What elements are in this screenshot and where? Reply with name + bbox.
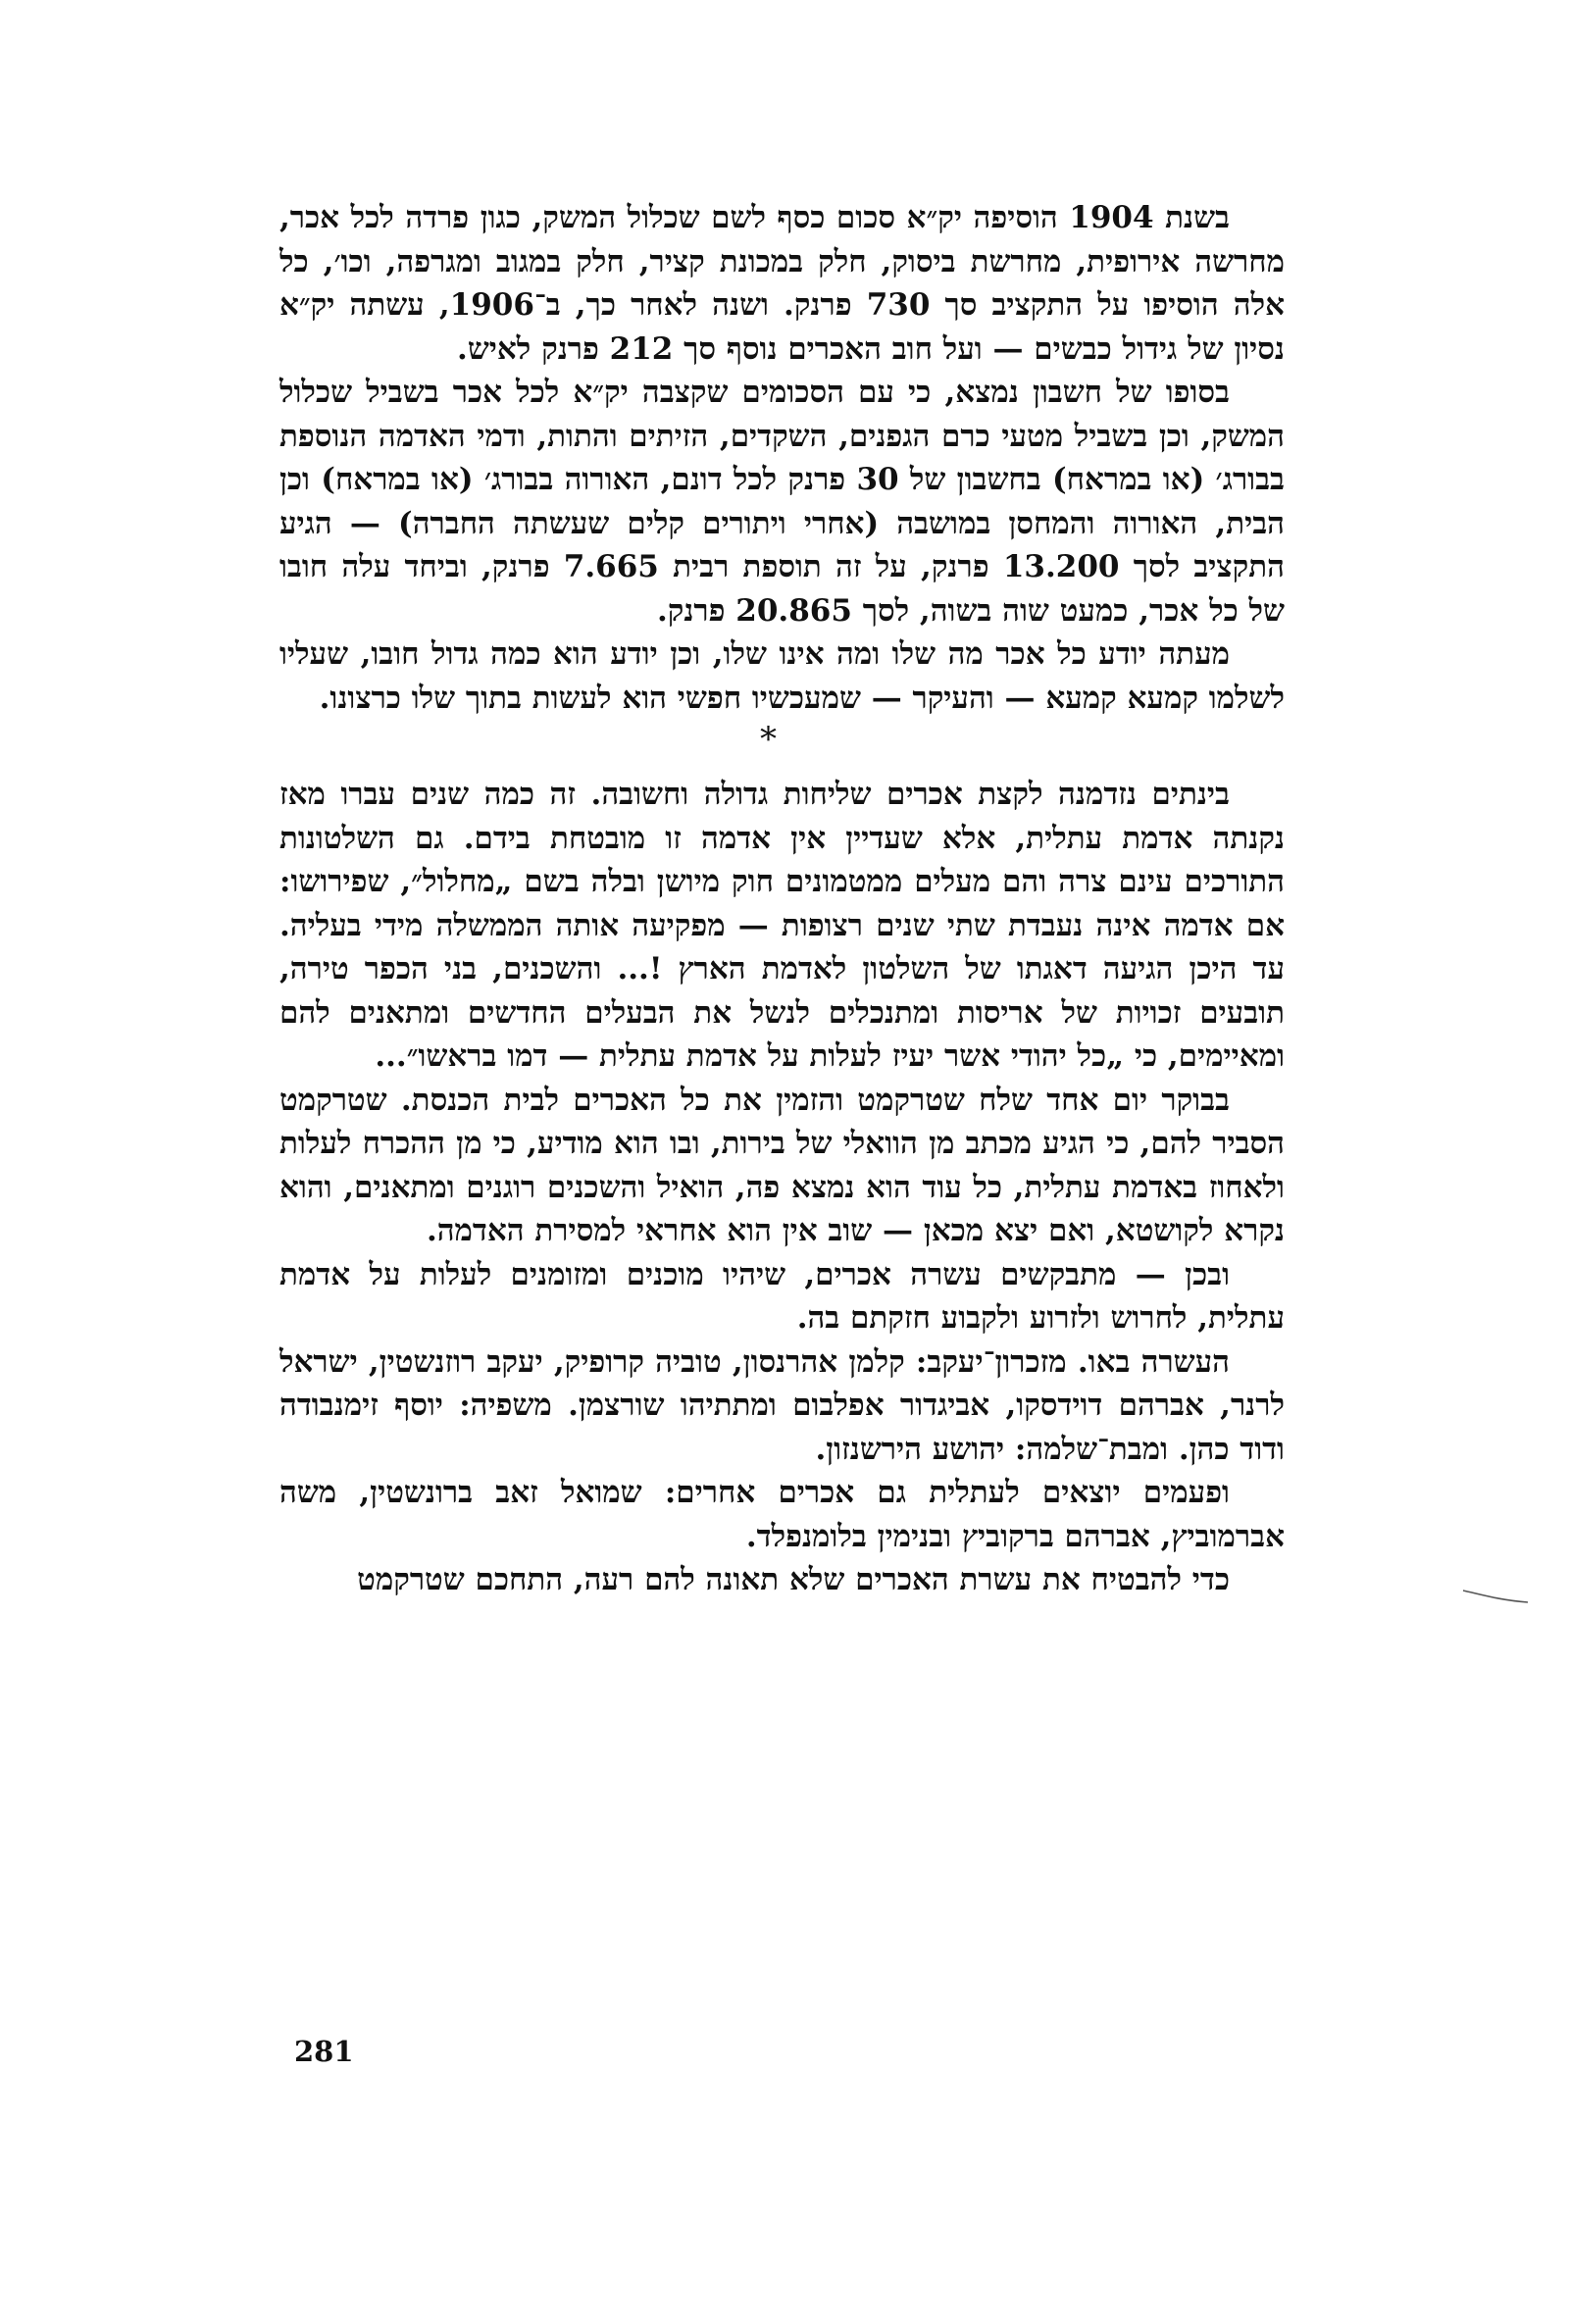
paragraph-5: בבוקר יום אחד שלח שטרקמט והזמין את כל האכרים לבית הכנסת. שטרקמט הסביר להם, כי הגיע מכתב מן הוואלי של בירות, ובו הוא מודיע, כי מן ההכרח לעלות ולאחוז באדמת עתלית, כל עוד הוא נמצא פה, הואיל והשכנים רוגנים ומתאנים, והוא נקרא לקושטא, ואם יצא מכאן — שוב אין הוא אחראי למסירת האדמה. [279,1082,1285,1248]
margin-pencil-mark [1461,1587,1530,1606]
paragraph-9: כדי להבטיח את עשרת האכרים שלא תאונה להם רעה, התחכם שטרקמט [357,1562,1230,1597]
page-body [279,196,1285,1602]
page-number: 281 [294,2035,354,2068]
paragraph-6: ובכן — מתבקשים עשרה אכרים, שיהיו מוכנים ומזומנים לעלות על אדמת עתלית, לחרוש ולזרוע ולקבוע חזקתם בה. [279,1256,1285,1336]
paragraph-2: בסופו של חשבון נמצא, כי עם הסכומים שקצבה יק״א לכל אכר בשביל שכלול המשק, וכן בשביל מטעי כרם הגפנים, השקדים, הזיתים והתות, ודמי האדמה הנוספת בבורג׳ (או במראח) בחשבון של 30 פרנק לכל דונם, האורוה בבורג׳ (או במראח) וכן הבית, האורוה והמחסן במושבה (אחרי ויתורים קלים שעשתה החברה) — הגיע התקציב לסך 13.200 פרנק, על זה תוספת רבית 7.665 פרנק, וביחד עלה חובו של כל אכר, כמעט שוה בשוה, לסך 20.865 פרנק. [279,375,1285,629]
section-separator [279,720,1285,773]
paragraph-8: ופעמים יוצאים לעתלית גם אכרים אחרים: שמואל זאב ברונשטין, משה אברמוביץ, אברהם ברקוביץ ובנימין בלומנפלד. [279,1475,1285,1554]
paragraph-4: בינתים נזדמנה לקצת אכרים שליחות גדולה וחשובה. זה כמה שנים עברו מאז נקנתה אדמת עתלית, אלא שעדיין אין אדמה זו מובטחת בידם. גם השלטונות התורכים עינם צרה והם מעלים ממטמונים חוק מיושן ובלה בשם „מחלול״, שפירושו: אם אדמה אינה נעבדת שתי שנים רצופות — מפקיעה אותה הממשלה מידי בעליה. עד היכן הגיעה דאגתו של השלטון לאדמת הארץ !... והשכנים, בני הכפר טירה, תובעים זכויות של אריסות ומתנכלים לנשל את הבעלים החדשים ומתאנים להם ומאיימים, כי „כל יהודי אשר יעיז לעלות על אדמת עתלית — דמו בראשו״... [279,777,1285,1074]
asterisk-separator: * [760,720,777,759]
paragraph-3: מעתה יודע כל אכר מה שלו ומה אינו שלו, וכן יודע הוא כמה גדול חובו, שעליו לשלמו קמעא קמעא — והעיקר — שמעכשיו חפשי הוא לעשות בתוך שלו כרצונו. [279,636,1285,716]
paragraph-7: העשרה באו. מזכרון־יעקב: קלמן אהרנסון, טוביה קרופיק, יעקב רוזנשטין, ישראל לרנר, אברהם דוידסקו, אביגדור אפלבום ומתתיהו שורצמן. משפיה: יוסף זימנבודה ודוד כהן. ומבת־שלמה: יהושע הירשנזון. [279,1343,1285,1467]
paragraph-1: בשנת 1904 הוסיפה יק״א סכום כסף לשם שכלול המשק, כגון פרדה לכל אכר, מחרשה אירופית, מחרשת ביסוק, חלק במכונת קציר, חלק במגוב ומגרפה, וכו׳, כל אלה הוסיפו על התקציב סך 730 פרנק. ושנה לאחר כך, ב־1906, עשתה יק״א נסיון של גידול כבשים — ועל חוב האכרים נוסף סך 212 פרנק לאיש. [279,200,1286,367]
